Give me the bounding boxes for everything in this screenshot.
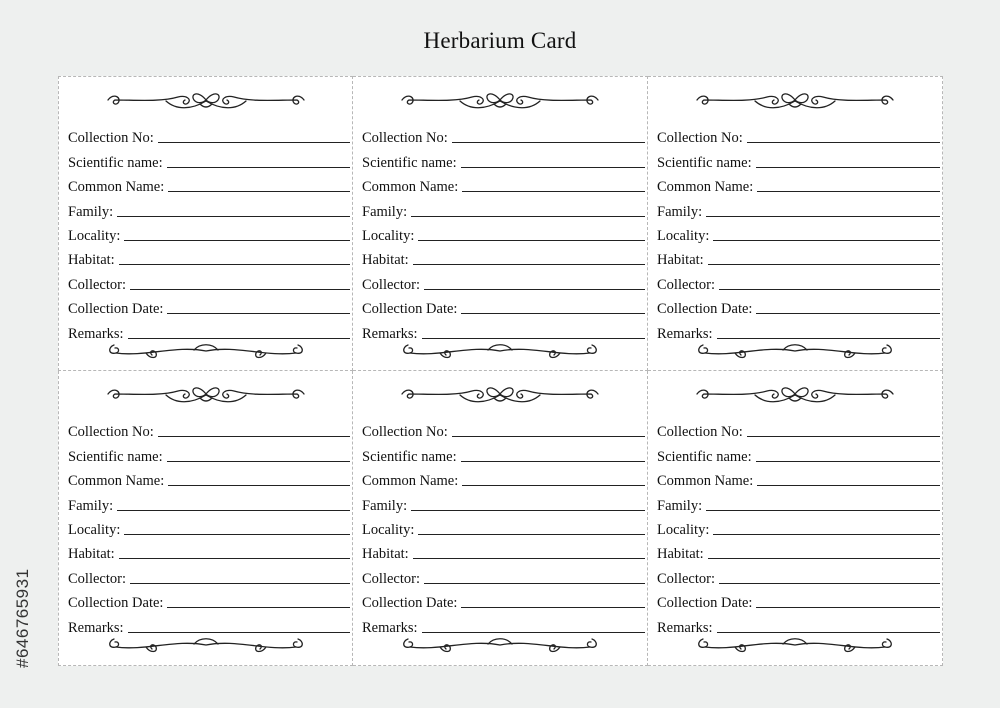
field-write-line [747,436,940,437]
heart-flourish-icon [400,88,600,110]
field-label: Collector: [68,276,126,293]
field-label: Common Name: [68,473,165,490]
card-field [362,123,645,147]
card-fields [68,417,350,637]
field-label: Habitat: [362,252,409,269]
field-write-line [117,216,350,217]
field-write-line [124,240,350,241]
scroll-flourish-icon [695,339,895,361]
field-label: Collection No: [68,130,154,147]
field-label: Collection Date: [362,301,458,318]
field-label: Collection Date: [68,301,164,318]
card-field [657,123,940,147]
field-label: Locality: [68,227,121,244]
field-write-line [708,558,940,559]
card-field [362,515,645,539]
card-field [68,539,350,563]
field-write-line [757,191,940,192]
card-fields [657,417,940,637]
field-label: Collection Date: [362,595,458,612]
card-field [657,245,940,269]
field-write-line [411,510,645,511]
field-write-line [418,240,645,241]
card-field [657,147,940,171]
field-write-line [756,313,940,314]
field-label: Scientific name: [68,154,163,171]
field-write-line [708,264,940,265]
herbarium-card [58,76,353,371]
card-field [657,441,940,465]
field-label: Common Name: [657,473,754,490]
field-write-line [461,607,645,608]
field-label: Family: [68,203,114,220]
card-field [68,490,350,514]
scroll-flourish-icon [400,633,600,655]
field-label: Scientific name: [657,154,752,171]
field-write-line [706,216,940,217]
card-field [68,588,350,612]
field-label: Collection No: [657,130,743,147]
field-write-line [158,142,350,143]
card-field [362,221,645,245]
field-label: Collection No: [657,424,743,441]
card-field [362,441,645,465]
field-write-line [713,240,940,241]
heart-flourish-icon [400,382,600,404]
card-field [68,417,350,441]
field-label: Family: [68,497,114,514]
field-write-line [167,313,350,314]
card-field [657,196,940,220]
card-field [657,563,940,587]
field-write-line [757,485,940,486]
herbarium-card [648,76,943,371]
card-field [362,466,645,490]
field-write-line [452,436,645,437]
field-write-line [167,607,350,608]
field-write-line [418,534,645,535]
heart-flourish-icon [695,382,895,404]
card-field [362,417,645,441]
field-label: Scientific name: [68,448,163,465]
card-fields [362,123,645,343]
field-label: Remarks: [362,325,418,342]
field-write-line [130,583,350,584]
field-write-line [747,142,940,143]
field-label: Collection Date: [657,595,753,612]
field-write-line [130,289,350,290]
card-field [657,172,940,196]
card-field [657,588,940,612]
field-write-line [462,191,645,192]
field-write-line [462,485,645,486]
field-write-line [168,485,350,486]
card-field [657,294,940,318]
card-field [362,588,645,612]
field-label: Collector: [362,276,420,293]
field-write-line [461,461,645,462]
card-field [657,539,940,563]
field-label: Locality: [362,521,415,538]
field-write-line [756,461,940,462]
field-write-line [719,583,940,584]
field-label: Remarks: [657,325,713,342]
field-label: Remarks: [68,325,124,342]
stock-id-label: #646765931 [13,568,32,668]
field-write-line [461,313,645,314]
card-field [68,466,350,490]
field-write-line [706,510,940,511]
field-write-line [424,583,645,584]
card-sheet [58,76,943,666]
card-field [657,221,940,245]
field-label: Common Name: [362,473,459,490]
herbarium-card [58,371,353,666]
card-field [68,123,350,147]
card-field [68,221,350,245]
field-label: Collector: [657,570,715,587]
field-write-line [168,191,350,192]
scroll-flourish-icon [400,339,600,361]
field-write-line [452,142,645,143]
scroll-flourish-icon [695,633,895,655]
field-label: Habitat: [657,252,704,269]
field-write-line [124,534,350,535]
card-field [657,269,940,293]
heart-flourish-icon [695,88,895,110]
card-field [657,466,940,490]
field-write-line [167,461,350,462]
field-label: Collection Date: [657,301,753,318]
field-write-line [756,167,940,168]
heart-flourish-icon [106,382,306,404]
field-write-line [158,436,350,437]
card-field [68,441,350,465]
card-fields [362,417,645,637]
card-field [362,269,645,293]
field-label: Common Name: [657,179,754,196]
field-label: Locality: [68,521,121,538]
field-label: Collector: [362,570,420,587]
field-label: Common Name: [362,179,459,196]
card-field [362,563,645,587]
card-field [68,515,350,539]
card-field [68,269,350,293]
scroll-flourish-icon [106,633,306,655]
card-field [68,172,350,196]
card-field [657,417,940,441]
field-label: Habitat: [362,546,409,563]
field-label: Locality: [362,227,415,244]
field-label: Habitat: [657,546,704,563]
field-label: Remarks: [657,619,713,636]
card-field [362,172,645,196]
card-field [362,196,645,220]
card-field [68,294,350,318]
scroll-flourish-icon [106,339,306,361]
card-field [657,515,940,539]
field-write-line [413,264,645,265]
field-label: Remarks: [68,619,124,636]
card-field [68,147,350,171]
field-label: Locality: [657,521,710,538]
field-label: Collection No: [362,424,448,441]
field-label: Collector: [68,570,126,587]
card-field [362,294,645,318]
field-label: Family: [657,497,703,514]
field-write-line [756,607,940,608]
field-label: Family: [657,203,703,220]
card-field [362,539,645,563]
field-write-line [167,167,350,168]
field-write-line [413,558,645,559]
herbarium-card [648,371,943,666]
card-field [68,245,350,269]
field-label: Scientific name: [362,448,457,465]
field-label: Family: [362,203,408,220]
field-label: Scientific name: [657,448,752,465]
card-fields [68,123,350,343]
field-label: Habitat: [68,252,115,269]
field-label: Common Name: [68,179,165,196]
field-label: Locality: [657,227,710,244]
field-write-line [461,167,645,168]
field-write-line [119,264,350,265]
card-field [68,563,350,587]
field-write-line [119,558,350,559]
card-field [362,490,645,514]
herbarium-card [353,371,648,666]
page-title: Herbarium Card [423,28,577,53]
card-field [362,147,645,171]
field-write-line [713,534,940,535]
field-label: Habitat: [68,546,115,563]
heart-flourish-icon [106,88,306,110]
field-label: Remarks: [362,619,418,636]
field-label: Collector: [657,276,715,293]
field-label: Collection Date: [68,595,164,612]
field-write-line [117,510,350,511]
field-write-line [424,289,645,290]
field-label: Collection No: [68,424,154,441]
card-field [68,196,350,220]
card-fields [657,123,940,343]
herbarium-card [353,76,648,371]
field-label: Scientific name: [362,154,457,171]
field-write-line [719,289,940,290]
card-field [362,245,645,269]
field-write-line [411,216,645,217]
field-label: Family: [362,497,408,514]
field-label: Collection No: [362,130,448,147]
card-field [657,490,940,514]
